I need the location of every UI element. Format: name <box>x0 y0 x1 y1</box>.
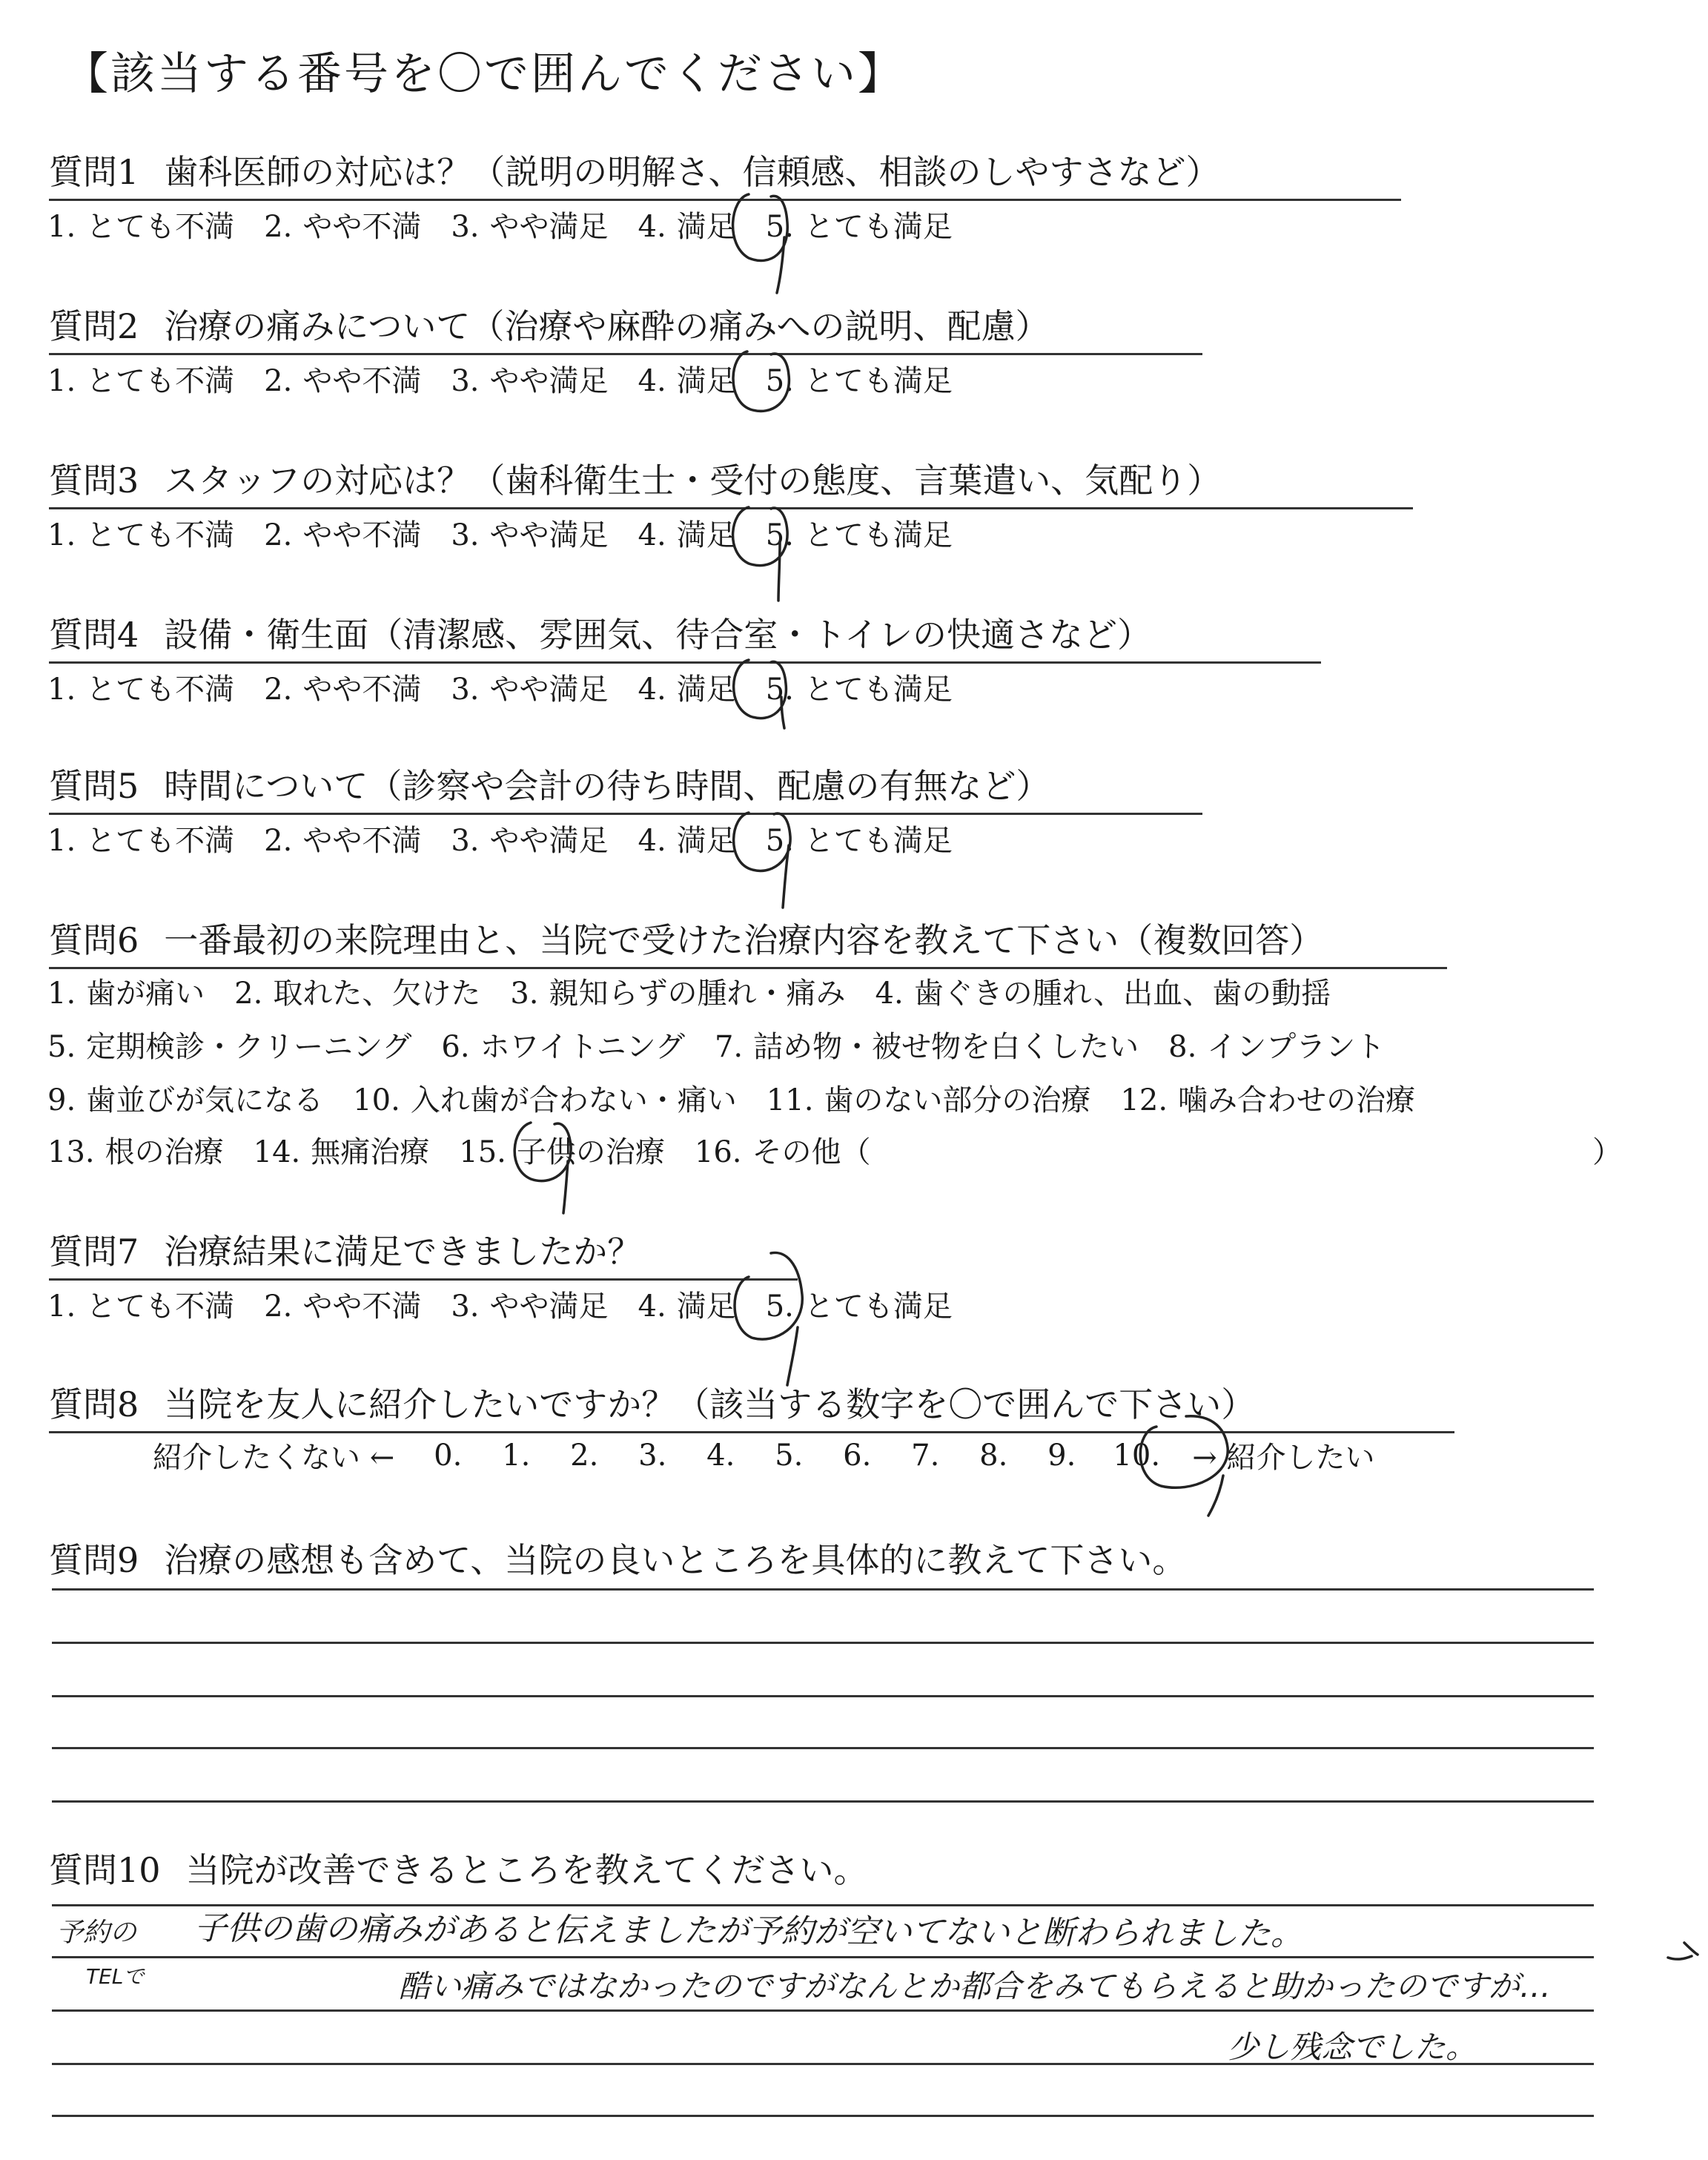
scale-option[interactable]: 7. <box>911 1438 940 1473</box>
option[interactable]: 2. やや不満 <box>264 518 422 552</box>
question-text: 治療の痛みについて（治療や麻酔の痛みへの説明、配慮） <box>164 306 1050 346</box>
form-title: 【該当する番号を〇で囲んでください】 <box>64 48 904 100</box>
scale-option-selected[interactable]: 10. <box>1113 1438 1161 1473</box>
option[interactable]: 1. とても不満 <box>47 824 235 858</box>
question-number: 質問1 <box>49 152 139 192</box>
option[interactable]: 5. とても満足 <box>765 210 953 244</box>
option-selected[interactable]: 15. 子供の治療 <box>459 1135 665 1169</box>
scale-option[interactable]: 6. <box>843 1438 872 1473</box>
option[interactable]: 3. やや満足 <box>451 1289 609 1324</box>
question-number: 質問4 <box>49 615 139 655</box>
option[interactable]: 2. やや不満 <box>264 1289 422 1324</box>
question-number: 質問2 <box>49 306 139 346</box>
option[interactable]: 8. インプラント <box>1168 1030 1386 1064</box>
question-text: スタッフの対応は？（歯科衛生士・受付の態度、言葉遣い、気配り） <box>164 460 1222 501</box>
option[interactable]: 3. やや満足 <box>451 364 609 398</box>
question-text: 時間について（診察や会計の待ち時間、配慮の有無など） <box>164 766 1050 806</box>
option-other[interactable]: 16. その他（ <box>694 1135 871 1169</box>
scale-option[interactable]: 9. <box>1047 1438 1076 1473</box>
option[interactable]: 2. やや不満 <box>264 364 422 398</box>
question-text: 当院が改善できるところを教えてください。 <box>185 1850 868 1890</box>
option-selected[interactable]: 4. 満足 <box>638 824 736 858</box>
option[interactable]: 3. 親知らずの腫れ・痛み <box>510 977 846 1011</box>
scale-option[interactable]: 1. <box>502 1438 531 1473</box>
circle-mark-q4 <box>734 660 787 728</box>
option[interactable]: 11. 歯のない部分の治療 <box>766 1083 1091 1117</box>
option[interactable]: 4. 歯ぐきの腫れ、出血、歯の動揺 <box>875 977 1331 1011</box>
option[interactable]: 5. とても満足 <box>765 673 953 707</box>
option[interactable]: 10. 入れ歯が合わない・痛い <box>353 1083 737 1117</box>
option[interactable]: 3. やや満足 <box>451 210 609 244</box>
handwritten-answer-line-1: 子供の歯の痛みがあると伝えましたが予約が空いてないと断わられました。 <box>193 1909 1304 1953</box>
option[interactable]: 3. やや満足 <box>451 673 609 707</box>
option[interactable]: 2. やや不満 <box>264 673 422 707</box>
question-number: 質問8 <box>49 1384 139 1424</box>
handwritten-answer-line-2: 酷い痛みではなかったのですがなんとか都合をみてもらえると助かったのですが… <box>399 1968 1552 2004</box>
question-text: 歯科医師の対応は？（説明の明解さ、信頼感、相談のしやすさなど） <box>164 152 1220 192</box>
question-number: 質問9 <box>49 1540 139 1580</box>
option-selected[interactable]: 4. 満足 <box>638 518 736 552</box>
option[interactable]: 9. 歯並びが気になる <box>47 1083 324 1117</box>
option[interactable]: 1. とても不満 <box>47 518 235 552</box>
scale-option[interactable]: 8. <box>979 1438 1008 1473</box>
handwritten-answer-line-3: 少し残念でした。 <box>1228 2029 1477 2065</box>
question-number: 質問3 <box>49 460 139 501</box>
question-text: 治療の感想も含めて、当院の良いところを具体的に教えて下さい。 <box>164 1540 1187 1580</box>
option[interactable]: 5. とても満足 <box>765 364 953 398</box>
circle-mark-q6 <box>514 1123 571 1213</box>
circle-mark-q7 <box>735 1252 802 1385</box>
question-number: 質問6 <box>49 920 139 960</box>
option[interactable]: 1. とても不満 <box>47 673 235 707</box>
option[interactable]: 5. 定期検診・クリーニング <box>47 1030 412 1064</box>
option[interactable]: 1. とても不満 <box>47 210 235 244</box>
option[interactable]: 3. やや満足 <box>451 518 609 552</box>
circle-mark-q1 <box>733 194 788 293</box>
option[interactable]: 1. とても不満 <box>47 364 235 398</box>
question-number: 質問10 <box>49 1850 161 1890</box>
scale-option[interactable]: 5. <box>775 1438 804 1473</box>
option[interactable]: 2. 取れた、欠けた <box>234 977 481 1011</box>
question-text: 一番最初の来院理由と、当院で受けた治療内容を教えて下さい（複数回答） <box>164 920 1324 960</box>
option-selected[interactable]: 4. 満足 <box>638 364 736 398</box>
scale-option[interactable]: 2. <box>570 1438 599 1473</box>
option[interactable]: 5. とても満足 <box>765 518 953 552</box>
option[interactable]: 1. 歯が痛い <box>47 977 205 1011</box>
scale-option[interactable]: 4. <box>706 1438 735 1473</box>
scale-option[interactable]: 0. <box>434 1438 463 1473</box>
circle-mark-q2 <box>733 351 789 411</box>
circle-mark-q5 <box>734 813 790 908</box>
option[interactable]: 2. やや不満 <box>264 824 422 858</box>
circle-mark-q8 <box>1140 1416 1228 1516</box>
question-number: 質問7 <box>49 1232 139 1272</box>
option-selected[interactable]: 4. 満足 <box>638 1289 736 1324</box>
option[interactable]: 14. 無痛治療 <box>253 1135 430 1169</box>
scale-option[interactable]: 3. <box>638 1438 667 1473</box>
option[interactable]: 1. とても不満 <box>47 1289 235 1324</box>
option[interactable]: 12. 噛み合わせの治療 <box>1120 1083 1416 1117</box>
option[interactable]: 7. 詰め物・被せ物を白くしたい <box>714 1030 1139 1064</box>
question-number: 質問5 <box>49 766 139 806</box>
scale-left-label: 紹介したくない ← <box>153 1441 395 1475</box>
other-close-paren: ） <box>1592 1135 1622 1169</box>
option[interactable]: 3. やや満足 <box>451 824 609 858</box>
question-text: 設備・衛生面（清潔感、雰囲気、待合室・トイレの快適さなど） <box>164 615 1151 655</box>
option[interactable]: 6. ホワイトニング <box>441 1030 685 1064</box>
handwritten-prefix-2: TELで <box>86 1964 145 1989</box>
option[interactable]: 5. とても満足 <box>765 824 953 858</box>
stray-mark <box>1668 1943 1698 1959</box>
option-selected[interactable]: 4. 満足 <box>638 673 736 707</box>
option-selected[interactable]: 4. 満足 <box>638 210 736 244</box>
handwritten-prefix-1: 予約の <box>56 1918 137 1948</box>
circle-mark-q3 <box>733 507 788 601</box>
option[interactable]: 2. やや不満 <box>264 210 422 244</box>
question-text: 治療結果に満足できましたか？ <box>164 1232 642 1272</box>
scale-right-label: → 紹介したい <box>1192 1441 1375 1475</box>
option[interactable]: 5. とても満足 <box>765 1289 953 1324</box>
question-text: 当院を友人に紹介したいですか？（該当する数字を〇で囲んで下さい） <box>164 1384 1256 1424</box>
option[interactable]: 13. 根の治療 <box>47 1135 224 1169</box>
